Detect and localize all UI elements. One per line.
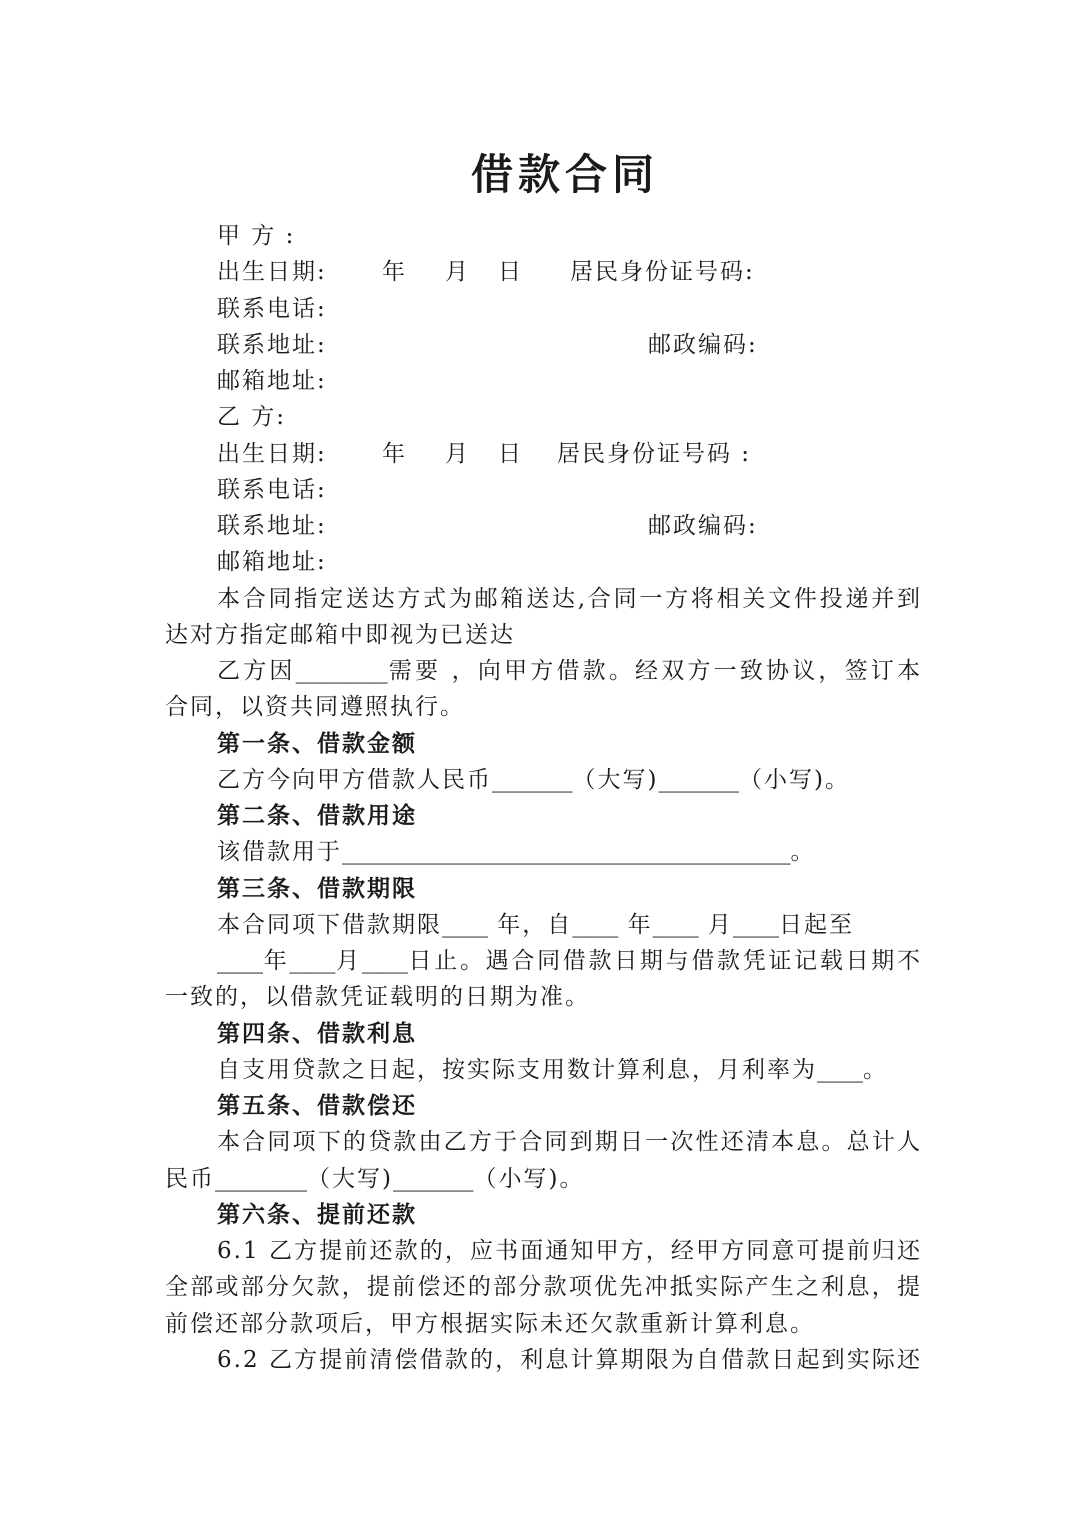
id-number-label: 居民身份证号码 :	[557, 440, 752, 467]
document-title: 借款合同	[471, 150, 660, 199]
article-heading: 第二条、借款用途	[217, 802, 417, 829]
party-a-email-row	[0, 363, 1080, 399]
article-text-line: 一致的，以借款凭证载明的日期为准。	[165, 984, 590, 1011]
delivery-clause-line: 达对方指定邮箱中即视为已送达	[165, 621, 515, 648]
article-text-line: ____年____月____日止。遇合同借款日期与借款凭证记载日期不	[217, 948, 923, 974]
party-a-phone-row	[0, 291, 1080, 327]
article-text-line: 该借款用于_______________________________________。	[217, 839, 816, 866]
party-b-birth-row	[0, 436, 1080, 472]
postcode-label: 邮政编码:	[648, 331, 758, 358]
fill-in-blank: ____	[442, 911, 488, 938]
phone-label: 联系电话:	[217, 476, 327, 503]
article-text-line: 乙方今向甲方借款人民币_______（大写)_______（小写)。	[217, 766, 850, 793]
fill-in-blank: ________	[295, 658, 388, 684]
article-text-line: 自支用贷款之日起，按实际支用数计算利息，月利率为____。	[217, 1056, 888, 1083]
fill-in-blank: ____	[652, 911, 699, 938]
party-b-heading-row	[0, 399, 1080, 435]
day-label: 日	[498, 259, 523, 286]
preamble-line: 乙方因________需要 ，向甲方借款。经双方一致协议，签订本	[217, 658, 923, 684]
month-label: 月	[445, 440, 470, 467]
fill-in-blank: _______________________________________	[342, 839, 791, 866]
article-text-line: 民币________（大写)_______（小写)。	[165, 1165, 585, 1192]
party-a-birth-row	[0, 254, 1080, 290]
article-text-line: 6.1 乙方提前还款的，应书面通知甲方，经甲方同意可提前归还	[217, 1238, 922, 1264]
address-label: 联系地址:	[217, 331, 327, 358]
postcode-label: 邮政编码:	[648, 513, 758, 539]
article-heading: 第四条、借款利息	[217, 1019, 417, 1047]
party-a-heading: 甲 方 :	[217, 223, 296, 249]
fill-in-blank: ____	[289, 948, 336, 974]
month-label: 月	[445, 259, 470, 286]
email-label: 邮箱地址:	[217, 549, 327, 576]
party-b-email-row	[0, 544, 1080, 580]
fill-in-blank: ________	[215, 1165, 307, 1192]
phone-label: 联系电话:	[217, 295, 327, 322]
party-a-heading-row	[0, 218, 1080, 254]
fill-in-blank: ____	[732, 911, 779, 938]
fill-in-blank: _______	[492, 766, 573, 793]
birth-date-label: 出生日期:	[217, 259, 327, 286]
address-label: 联系地址:	[217, 513, 327, 539]
fill-in-blank: _______	[658, 766, 739, 793]
article-heading: 第五条、借款偿还	[217, 1092, 417, 1119]
party-a-address-row	[0, 327, 1080, 363]
article-text-line: 本合同项下的贷款由乙方于合同到期日一次性还清本息。总计人	[217, 1129, 922, 1156]
party-b-phone-row	[0, 472, 1080, 508]
day-label: 日	[498, 440, 523, 467]
delivery-clause-line: 本合同指定送达方式为邮箱送达,合同一方将相关文件投递并到	[217, 585, 922, 612]
article-text-line: 6.2 乙方提前清偿借款的，利息计算期限为自借款日起到实际还	[217, 1346, 922, 1373]
birth-date-label: 出生日期:	[217, 440, 327, 467]
article-text-line: 前偿还部分款项后，甲方根据实际未还欠款重新计算利息。	[165, 1310, 815, 1337]
party-b-heading: 乙 方:	[217, 404, 287, 431]
fill-in-blank: ____	[817, 1056, 863, 1083]
fill-in-blank: ____	[361, 948, 408, 974]
id-number-label: 居民身份证号码:	[570, 259, 755, 286]
article-text-line: 本合同项下借款期限____ 年，自____ 年____ 月____日起至	[217, 911, 854, 938]
year-label: 年	[382, 440, 407, 467]
article-text-line: 全部或部分欠款，提前偿还的部分款项优先冲抵实际产生之利息，提	[165, 1274, 922, 1301]
email-label: 邮箱地址:	[217, 368, 327, 394]
contract-body	[0, 218, 1080, 1378]
year-label: 年	[382, 259, 407, 286]
fill-in-blank: ____	[572, 911, 619, 938]
fill-in-blank: ____	[217, 948, 263, 974]
article-heading: 第三条、借款期限	[217, 874, 417, 902]
party-b-address-row	[0, 508, 1080, 544]
article-heading: 第一条、借款金额	[217, 729, 417, 757]
fill-in-blank: _______	[392, 1165, 474, 1192]
article-heading: 第六条、提前还款	[217, 1200, 417, 1228]
preamble-line: 合同，以资共同遵照执行。	[165, 694, 465, 721]
